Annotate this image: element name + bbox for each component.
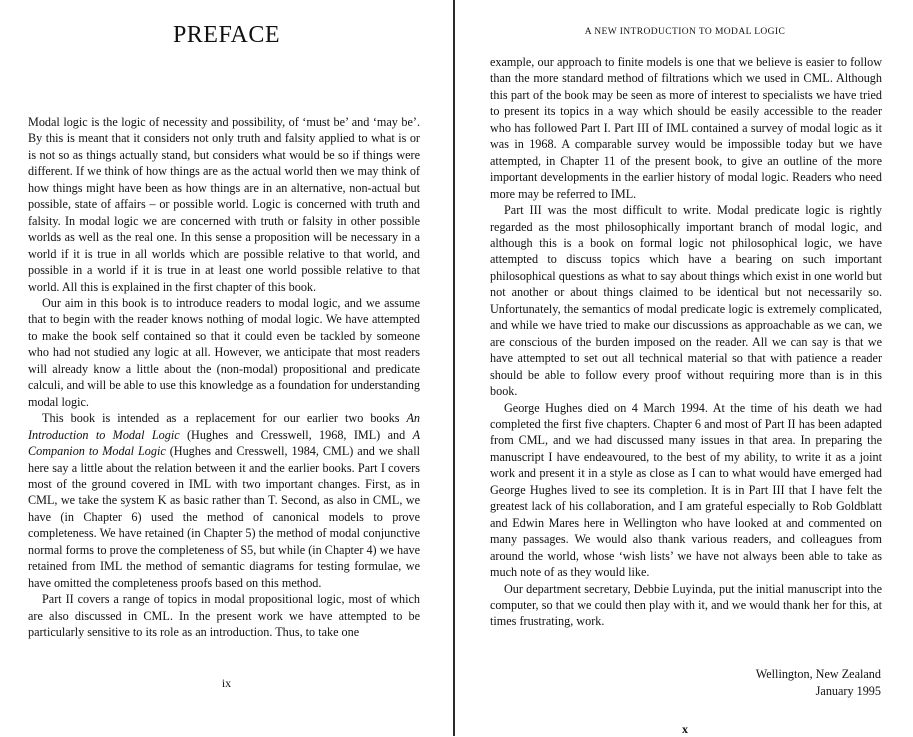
page-number: ix xyxy=(221,676,232,690)
page-gutter xyxy=(453,0,455,736)
preface-body-left xyxy=(28,114,420,641)
page-number: x xyxy=(682,722,688,736)
running-head: A NEW INTRODUCTION TO MODAL LOGIC xyxy=(584,27,786,37)
text-run: (Hughes and Cresswell, 1984, CML) and we shall here say a little about the relation between it and the earlier books. Part I covers most of the ground covered in IML with two important changes. First, as in CML, we take the system K as basic rather than T. Second, as also in CML, we have (in Chapter 6) used the method of canonical models to prove completeness. We have retained (in Chapter 5) the method of modal conjunctive normal forms to prove the completeness of S5, but while (in Chapter 4) we have retained from IML the method of semantic diagrams for testing formulae, we have omitted the completeness proofs based on this method. xyxy=(28,444,420,590)
paragraph: example, our approach to finite models is one that we believe is easier to follow than the more standard method of filtrations which we used in CML. Although this part of the book may be seen as more of interest to specialists we have tried to present its topics in a way which should be easily accessible to the reader who has followed Part I. Part III of IML contained a survey of modal logic as it was in 1968. A comparable survey would be impossible today but we have attempted, in Chapter 11 of the present book, to give an outline of the more important developments in the earlier history of modal logic. Readers who need more may be referred to IML. xyxy=(490,55,882,201)
paragraph: Part II covers a range of topics in modal propositional logic, most of which are also discussed in CML. In the present work we have attempted to be particularly sensitive to its role as an introduction. Thus, to take one xyxy=(28,592,420,640)
paragraph: Our aim in this book is to introduce readers to modal logic, and we assume that to begin with the reader knows nothing of modal logic. We have attempted to make the book self contained so that it could even be tackled by someone who had not studied any logic at all. However, we anticipate that most readers will already know a little about the (non-modal) propositional and predicate calculi, and will be able to use this knowledge as a foundation for understanding modal logic. xyxy=(28,295,420,409)
book-title-cml: A Companion to Modal Logic xyxy=(28,427,421,459)
preface-body-right xyxy=(490,54,882,630)
paragraph: Modal logic is the logic of necessity and possibility, of ‘must be’ and ‘may be’. By this is meant that it considers not only truth and falsity applied to what is or is not so as things actually stand, but considers what would be so if things were different. If we think of how things are as the actual world then we may think of how things might have been as how things are in an alternative, non-actual but possible, state of affairs – or possible world. Logic is concerned with truth and falsity. In modal logic we are concerned with truth or falsity in other possible worlds as well as the real one. In this sense a proposition will be necessary in a world if it is true in all worlds which are possible relative to that world, and possible in a world if it is true in at least one world possible relative to that world. All this is explained in the first chapter of this book. xyxy=(28,115,420,294)
page-title: PREFACE xyxy=(172,22,281,48)
paragraph: Part III was the most difficult to write. Modal predicate logic is rightly regarded as the most philosophically important branch of modal logic, and although this is a book on formal logic not philosophical logic, we have attempted to discuss topics which have a bearing on such important philosophical questions as what to say about things which exist in one world but not another or about things claimed to be identical but not necessarily so. Unfortunately, the semantics of modal predicate logic is extremely complicated, and while we have tried to make our discussions as approachable as we can, we are conscious of the burden imposed on the reader. All we can say is that we have attempted to set out all technical material so that with patience a reader should be able to follow every proof without requiring more than is in this book. xyxy=(490,203,882,399)
text-run: (Hughes and Cresswell, 1968, IML) and xyxy=(179,427,413,442)
paragraph: George Hughes died on 4 March 1994. At the time of his death we had completed the first five chapters. Chapter 6 and most of Part II has been adapted from CML, and we had discussed many issues in that area. In preparing the manuscript I have endeavoured, to the best of my ability, to write it as a joint work and present it in a style as close as I can to what would have emerged had George Hughes lived to see its completion. It is in Part III that I have felt the greatest lack of his collaboration, and I am grateful especially to Rob Goldblatt and Edwin Mares here in Wellington who have looked at and commented on many passages. We would also thank various readers, and colleagues from around the world, whose ‘wish lists’ we have not always been able to take as much note of as they would like. xyxy=(490,400,882,580)
left-page xyxy=(0,0,453,736)
signoff xyxy=(756,666,881,699)
signoff-place: Wellington, New Zealand xyxy=(755,667,881,681)
right-page xyxy=(457,0,913,736)
signoff-date: January 1995 xyxy=(815,683,881,698)
paragraph-books xyxy=(28,410,420,591)
paragraph: Our department secretary, Debbie Luyinda, put the initial manuscript into the computer, so that we could then play with it, and we would thank her for this, at times frustrating, work. xyxy=(490,581,882,629)
text-run: This book is intended as a replacement for our earlier two books xyxy=(42,411,407,426)
book-title-iml: An Introduction to Modal Logic xyxy=(28,411,420,442)
